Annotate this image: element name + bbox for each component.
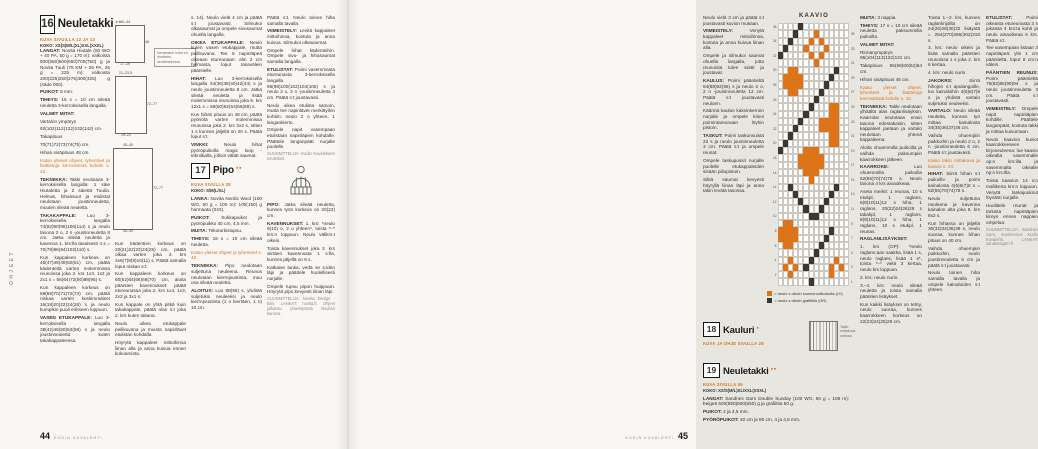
chart-row-number: [767, 162, 778, 169]
chart-row-number: 6: [774, 243, 777, 248]
right-column-4: [928, 15, 980, 295]
chart-row-number: [849, 96, 860, 103]
paragraph: Toista kavennukset joka 2. krs siirtäen kavennusta 1 s:lla, kunnes jäljellä on 8 s.: [267, 245, 335, 262]
paragraph: Takapituus 56(58)60(62)64 cm.: [860, 63, 922, 74]
instructions-list: [860, 15, 922, 324]
paragraph: Kun kappaleen korkeus on 46(47)48(49)50(51) cm, päätä kädenteitä varten molemmissa reunoissa joka 2. krs 1x3, 1x2 ja 2x1 s = 56(64)72(80)88(96) s.: [40, 254, 110, 283]
instruction-block: VALMIIT MITAT:: [860, 41, 895, 47]
paragraph: Katso takin mittakuva ja kaavio s. 43.: [928, 157, 980, 169]
paragraph: Katso yleiset ohjeet, lyhenteet ja lisätietoja kerrostöistä kohdin s. 42.: [860, 84, 922, 101]
size-info: KOKO: XS/S(M/L)XL/XXL(XXXL): [703, 387, 767, 393]
instructions-list: [267, 15, 335, 162]
instruction-block: HIHAT: Luo 3-kerroksisella langalla 34(36)38(40)42(44) s ja neulo joustinneuletta 8 cm. Jatka sileää neuletta ja lisää molemmissa reunoissa joka 6. krs 12x1 s = 58(60)62(64)66(68) s.: [191, 75, 262, 109]
chart-row-number: 28: [772, 83, 777, 88]
paragraph: Neulo oikea etulista samoin, mutta tee napinlävet merkittyihin kohtiin: neulo 2 o yhteen, 1 langankierto.: [267, 102, 335, 125]
chart-row-number: 35: [850, 31, 855, 36]
measurement-label: 19–21: [121, 133, 131, 137]
paragraph: 3.–4. krs: neulo sileää neuletta ja toista samalla pääntien lisäykset.: [860, 282, 922, 299]
paragraph: 3. krs: neulo oikein ja lisää samalla pääntien reunoissa 1 s joka 2. krs 6 kertaa.: [928, 45, 980, 68]
chart-row-number: 22: [772, 126, 777, 131]
chart-row-number: [849, 257, 860, 264]
chart-row-number: [767, 45, 778, 52]
chart-row-number: [849, 213, 860, 220]
instructions-list: [928, 15, 980, 293]
left-page-footer: [40, 431, 103, 441]
paragraph: Ompele hihat kädenteihin. Ompele sivu- ja hihasaumat samalla langalla.: [267, 47, 335, 64]
instruction-block: VIIMEISTELY: Venytä kappaleet mittoihinsa, kostuta ja anna kuivua liinan alla.: [703, 28, 764, 51]
instruction-block: KAULUS: Poimi pääntieltä 84(88)92(96) s ja neulo 2 o, 2 n -joustinneuletta 12 cm. Päätä s:t joustavasti neuloen.: [703, 77, 764, 106]
chart-row-number: 9: [850, 221, 853, 226]
size-info: KOKO: XS(S)M/L(XL)XXL(XXXL): [40, 42, 104, 48]
photo-page-reference: KUVA SIVULLA 55: [703, 381, 743, 387]
sleeve-schematic: [115, 25, 145, 63]
paragraph: Katso yleiset ohjeet, lyhenteet ja lisätietoja kerrostöistä kohdin s. 42.: [40, 157, 110, 174]
measurement-label: 45–49: [123, 229, 133, 233]
paragraph: SUUNNITTELIJA: Sandnes Garn, suomennos Kodin Kuvalehti. LANKAT: sandnesgarn.fi: [986, 226, 1038, 247]
difficulty-dots: ●●: [770, 366, 777, 371]
photo-page-reference: KUVA SIVULLA 28: [191, 181, 231, 187]
instruction-block: LANKA: Novita Nordic Wool (100 WO, 50 g = 100 m): 100(150) g harmaata (043).: [191, 195, 262, 213]
paragraph: 1. krs (OP): *neulo raglans:aan saakka, lisää 1 s, neulo raglans, lisää 1 s*, toista *–* vielä 3 kertaa, neulo krs loppuun.: [860, 244, 922, 272]
paragraph: Kun kädentien korkeus on 20(21)22(23)24(25) cm, päätä olkaa varten joka 2. krs 3x6(7)8(9)10(11) s. Päätä samalla loput niskan s:t.: [115, 241, 186, 269]
instruction-block: VIIMEISTELY: Levitä kappaleet mittoihinsa, kostuta ja anna kuivua. Silmukoi olkasaumat.: [267, 28, 335, 45]
instruction-block: HIHAT: Siirrä hihan s:t puikoille ja poimi kainalosta 4(5)6(7)8 s = 62(66)70(74)78 s.: [928, 171, 980, 194]
pattern-number-box: 16: [40, 15, 55, 34]
instruction-block: TIHEYS: 16 s = 10 cm sileää neuletta 3-kerroksisella langalla.: [40, 97, 110, 108]
legend-label: = neulo s oikein grafiitilla (GR): [774, 298, 827, 304]
chart-row-number: 10: [772, 214, 777, 219]
instruction-block: VARTALO: Neulo sileää neuletta, kunnes työ mittaa kainalosta 34(35)36(37)38 cm.: [928, 108, 980, 131]
chart-row-number: 4: [774, 258, 777, 263]
legend-row: [767, 298, 861, 303]
paragraph: SUUNNITTELIJA: Kodin Kuvalehden neuletiimi.: [267, 151, 335, 162]
paragraph: Ompele tupsu pipon huippuun. Höyrytä pipo kevyesti liinan läpi.: [267, 283, 335, 295]
chart-row-number: [849, 184, 860, 191]
instruction-block: PIPO: Jatka sileää neuletta, kunnes työn korkeus on 20(22) cm.: [267, 201, 335, 218]
instructions-list: [191, 196, 262, 311]
paragraph: Takapituus: [40, 134, 63, 140]
rib-swatch-icon: [809, 321, 838, 351]
schematic-note: Neuletakin mitat on ilmoitettu senttimetreinä.: [154, 48, 196, 67]
instruction-block: OIKEA ETUKAPPALE: Neulo kuten vasen etukappale, mutta peilikuvana. Tee 5 napinläpeä oikeaan etureunaan: alin 2 cm helmasta, loput tasavälein pääntielle.: [191, 39, 262, 73]
chart-row-number: [849, 227, 860, 234]
instruction-block: PYÖRÖPUIKOT: 40 cm ja 80 cm, 4 ja 4,5 mm.: [703, 416, 801, 422]
pattern-18-header: [703, 320, 863, 358]
paragraph: Ompele taskupussit nurjalle puolelle etukappaleiden sisään piilopistoin.: [703, 157, 764, 175]
paragraph: s. 14). Neulo vielä 4 cm ja päätä s:t joustavasti. Silmukoi olkasaumat ja ompele sivusaumat ohuella langalla.: [191, 15, 262, 37]
chart-row-number: 21: [850, 134, 855, 139]
left-column-1: [40, 15, 122, 346]
paragraph: Ompele ja silmukoi saumat ohuella langalla, jotta reunoista tulee siistit ja joustavat.: [703, 53, 764, 76]
knitting-chart-grid: [767, 23, 861, 286]
chart-row-number: 15: [850, 177, 855, 182]
chart-row-number: 1: [850, 280, 853, 285]
photo-page-reference: KUVA JA OHJE SIVULLA 28: [703, 340, 764, 346]
paragraph: Kun kaikki lisäykset on tehty, neulo suoraa, kunnes kaarrokkeen korkeus on 22(23)24(25)26 cm.: [860, 301, 922, 324]
instruction-block: TAKAKAPPALE: Luo 3-kerroksisella langalla 74(82)90(98)106(114) s ja neulo tasona 2 o, 2 n -joustinneuletta 8 cm. Jatka sileää neuletta ja kavenna 1. krs:lla tasaisesti 4 s = 70(78)86(94)102(110) s.: [40, 212, 110, 252]
pattern-title: Neuletakki: [723, 366, 769, 377]
paragraph: Päätä s:t. Neulo toinen hiha samalla tavalla.: [267, 15, 335, 26]
instruction-block: VIIMEISTELY: Ompele napit napinläpien kohdille. Päättele langanpäät, kostuta takki ja mittaa kuivumaan.: [986, 106, 1038, 134]
back-schematic: [113, 148, 153, 230]
chart-row-number: [767, 176, 778, 183]
instructions-list: [703, 396, 849, 423]
paragraph: Neulo suljettuna neuleena ja kavenna kainalon alta joka 8. krs 8x2 s.: [928, 196, 980, 218]
paragraph: Ompele napit vasempaan etulistaan napinläpien kohdalle. Päättele langanpäät nurjalle puolelle.: [267, 127, 335, 150]
chart-row-number: [767, 235, 778, 242]
pattern-16-title-row: [40, 15, 122, 34]
chart-row-number: [849, 125, 860, 132]
chart-row-number: 31: [850, 61, 855, 66]
chart-row-number: [767, 278, 778, 285]
paragraph: Hihan sisäpituus 48 cm.: [40, 149, 90, 155]
pattern-title: Pipo: [213, 165, 234, 177]
chart-title: KAAVIO: [798, 13, 830, 19]
measurement-label: 72–77: [147, 102, 157, 106]
paragraph: Kun hihan pituus on 48 cm, päätä pyöriötä varten molemmissa reunoissa joka 2. krs 2x2 s, sitten 1 s kunnes jäljellä on 20 s. Päätä loput s:t.: [191, 111, 262, 140]
instruction-block: PUIKOT: 4 ja 4,5 mm.: [703, 409, 749, 415]
chart-row-number: [767, 147, 778, 154]
chart-row-number: [849, 38, 860, 45]
right-page-footer: [625, 431, 688, 441]
instruction-block: PUIKOT: 5 mm.: [40, 89, 74, 95]
paragraph: Kun kappaleen korkeus on 60(62)64(66)68(70) cm, aloita pääntien kavennukset: päätä etureunassa joka 2. krs 1x4, 1x3, 2x2 ja 3x1 s.: [115, 271, 186, 299]
measurement-label: 45–49: [123, 143, 133, 147]
chart-row-number: [849, 154, 860, 161]
paragraph: Toista kaavion 14 s:n mallikerta krs:n loppuun. Venytä lankajuoksut löysästi nurjalle.: [986, 178, 1038, 201]
instruction-block: LANGAT: Sandnes Garn Double Sunday (100 WO, 50 g = 108 m): beigeä 500(550)600(650) g ja grafiittia 50 g.: [703, 395, 849, 407]
instruction-block: TEKNIIKKA: Takki neulotaan 3-kerroksisella langalla: 1 säie Hiutaletta ja 2 säiettä Tuulia. Helmat, hihansuut ja etulistat neulotaan joustinneuletta, muuten sileää neuletta.: [40, 176, 110, 210]
chart-row-number: [767, 132, 778, 139]
chart-row-number: 32: [772, 53, 777, 58]
paragraph: Tee vasempaan listaan 3 napinläpeä: ylin 1 cm pääntieltä, loput 8 cm:n välein.: [986, 45, 1038, 68]
paragraph: 4. krs: neulo nurin.: [928, 70, 967, 76]
instructions-list: [267, 202, 335, 317]
chart-row-number: [849, 271, 860, 278]
right-column-1: [703, 15, 764, 196]
page-number: 44: [40, 431, 51, 441]
chart-row-number: 20: [772, 141, 777, 146]
paragraph: Hihan sisäpituus 46 cm.: [860, 76, 910, 82]
chart-row-number: 36: [772, 24, 777, 29]
chart-legend: [767, 291, 861, 304]
paragraph: Toista 1.–2. krs, kunnes raglanlinjoilla on 24(26)28(30)32 lisäystä = 254(270)286(302)318 s.: [928, 15, 980, 43]
chart-row-number: 5: [850, 250, 853, 255]
chart-row-number: 13: [850, 192, 855, 197]
instruction-block: ETULISTAT: Poimi oikeasta etureunasta 3 s jokaista 4 krs:ta kohti ja neulo ainaoikeaa 6 krs. Päätä s:t.: [986, 15, 1038, 43]
chart-row-number: 11: [850, 207, 855, 212]
beanie-illustration: [267, 165, 335, 199]
instruction-block: TEKNIIKKA: Pipo neulotaan suljettuna neuleena. Reunus neulotaan kierrejoustinta, muu osa sileää neuletta.: [191, 263, 263, 286]
chart-row-number: 12: [772, 199, 777, 204]
paragraph: Neulo vielä 3 cm ja päätä s:t joustavasti kuvion mukaan.: [703, 15, 764, 26]
paragraph: Käännä kaulus kaksinkerroin nurjalle ja ompele kiinni poimintareunaan löyhin pistoin.: [703, 108, 764, 131]
paragraph: Katso yleiset ohjeet ja lyhenteet s. 42.: [191, 249, 262, 261]
chart-row-number: [767, 205, 778, 212]
pattern-19-title-row: [703, 361, 849, 379]
chart-row-number: [767, 30, 778, 37]
page-number: 45: [677, 431, 688, 441]
instruction-block: MUITA: 3 nappia.: [860, 15, 897, 20]
chart-row-number: [767, 220, 778, 227]
legend-row: [767, 291, 861, 296]
instruction-block: KAARROKE: Luo ohuemmilla puikoilla 62(66)70(74)78 s. Neulo tasona 4 krs ainaoikeaa.: [860, 164, 922, 187]
chart-row-number: 3: [850, 265, 853, 270]
instruction-block: KAVENNUKSET: 1. krs: *neulo 9(10) o, 2 o yhteen*, toista *–* krs:n loppuun. Neulo välikrs:t oikein.: [267, 220, 335, 243]
paragraph: Kun hihassa on jäljellä 30(32)34(36)38 s, neulo suoraa, kunnes hihan pituus on 40 cm.: [928, 220, 980, 243]
paragraph: Kun kappale on yhtä pitkä kuin takakappale, päätä olan s:t joka 2. krs kuten takana.: [115, 301, 186, 319]
measurement-label: 48: [145, 40, 149, 44]
chart-row-number: 17: [850, 163, 855, 168]
paragraph: Aseta merkit: 1 reunas, 10 s etukpl, 1 raglans, 8(9)10(11)12 s hiha, 1 raglans, 20(22)24(26)28 s takakpl, 1 raglans, 8(9)10(11)12 s hiha, 1 raglans, 10 s etukpl, 1 reunas.: [860, 189, 922, 234]
beanie-icon: [288, 165, 314, 197]
chart-row-number: 33: [850, 46, 855, 51]
left-page: [0, 0, 348, 449]
chart-row-number: [767, 249, 778, 256]
instructions-list: [191, 15, 262, 159]
paragraph: Vaihda ohuempiin puikkoihin ja neulo 2 o, 2 n -joustinneuletta 6 cm. Päätä s:t joustavasti.: [928, 133, 980, 156]
instruction-block: TASKUT: Poimi taskunsuista 22 s ja neulo joustinneuletta 3 cm. Päätä s:t ja ompele reunat.: [703, 133, 764, 156]
magazine-name: KODIN KUVALEHTI: [625, 436, 674, 440]
schematics-group: [110, 20, 194, 238]
chart-row-number: 18: [772, 155, 777, 160]
instruction-block: VASEN ETUKAPPALE: Luo 3-kerroksisella langalla 38(42)46(50)54(58) s ja neulo joustinneuletta kuten takakappaleessa.: [40, 315, 110, 343]
right-column-3: [860, 15, 922, 326]
chart-row-number: 24: [772, 112, 777, 117]
instructions-list: [703, 15, 764, 194]
left-column-4: [267, 15, 335, 319]
chart-row-number: [767, 103, 778, 110]
legend-label: = neulo s oikein luonnonvalkoisella (LV): [774, 290, 843, 296]
magazine-name: KODIN KUVALEHTI: [54, 436, 103, 440]
pattern-number-box: 17: [191, 163, 210, 179]
left-column-3: [191, 15, 262, 313]
photo-page-reference: KUVA SIVUILLA 12 JA 13: [40, 36, 95, 42]
chart-row-number: [767, 118, 778, 125]
chart-row-number: 16: [772, 170, 777, 175]
instructions-list: [986, 15, 1038, 247]
paragraph: Huolittele reunat ja tarkista napinläpien kireys ennen nappien ompelua.: [986, 202, 1038, 225]
paragraph: Rinnanympärys 95(104)113(122)131 cm.: [860, 49, 912, 61]
chart-row-number: [767, 59, 778, 66]
legend-swatch-contrast-color: [767, 298, 772, 303]
difficulty-dots: ●: [756, 325, 760, 330]
chart-row-number: [767, 191, 778, 198]
instruction-block: TIHEYS: 19 s = 10 cm sileää neuletta.: [191, 236, 262, 247]
chart-row-number: [849, 198, 860, 205]
chart-row-number: 27: [850, 90, 855, 95]
chart-row-number: [849, 242, 860, 249]
legend-swatch-main-color: [767, 291, 772, 296]
chart-row-number: [767, 89, 778, 96]
chart-row-number: 2: [774, 272, 777, 277]
chart-row-number: 26: [772, 97, 777, 102]
paragraph: Vartalon ympärys: [40, 118, 77, 124]
instruction-block: RAGLANLISÄYKSET:: [860, 236, 908, 242]
right-page: [348, 0, 1038, 449]
chart-row-number: [849, 111, 860, 118]
pattern-number-box: 19: [703, 363, 720, 378]
paragraph: Aloita ohuemmilla puikoilla ja vaihda paksumpiin kaarrokkeen jälkeen.: [860, 145, 922, 162]
chart-row-number: [849, 67, 860, 74]
chart-row-number: [767, 264, 778, 271]
paragraph: Neulo kaavion kuviot kaarrokkeeseen kirjoneuleena: lue kaavio oikealta vasemmalle op:n krs:illa ja vasemmalta oikealle np:n krs:illa.: [986, 136, 1038, 176]
chart-row-number: 8: [774, 228, 777, 233]
instructions-list: [115, 241, 186, 357]
paragraph: Silitä saumat kevyesti höyryllä liinan läpi ja anna takin levätä tasossa.: [703, 176, 764, 194]
rib-swatch-caption: Takin mittakuva ohessa.: [840, 325, 856, 338]
measurement-label: 21–23,5: [119, 71, 132, 75]
paragraph: Katkaise lanka, vedä se s:iden läpi ja päättele huolellisesti nurjalle.: [267, 264, 335, 281]
chart-row-number: [849, 81, 860, 88]
instructions-list: [40, 48, 110, 344]
difficulty-dots: ●●: [235, 165, 243, 171]
paragraph: Neulo toinen hiha samalla tavalla ja ompele kainaloiden s:t yhteen.: [928, 270, 980, 293]
right-column-5: [986, 15, 1038, 250]
instruction-block: JAKOKRS: Siirrä hihojen s:t apulangoille, luo kainaloihin 4(5)6(7)8 s ja yhdistä vartalo suljetuksi neuleeksi.: [928, 77, 980, 106]
left-column-2: [115, 241, 186, 359]
chart-row-number: 19: [850, 148, 855, 153]
paragraph: 70(71)72(73)74(75) cm.: [40, 142, 90, 148]
pattern-title: Kauluri: [723, 325, 755, 336]
paragraph: 92(102)112(122)132(142) cm.: [40, 126, 103, 132]
chart-row-number: 7: [850, 236, 853, 241]
edge-section-label: OHJEET: [9, 250, 15, 286]
pattern-18-title-row: [703, 320, 863, 338]
paragraph: Höyrytä kappaleet mittoihinsa liinan alla ja anna kuivua ennen kokoamista.: [115, 340, 186, 357]
chart-row-number: 23: [850, 119, 855, 124]
difficulty-dots: ●●: [115, 18, 122, 24]
chart-row-number: [849, 140, 860, 147]
measurement-label: 17–19: [120, 62, 130, 66]
chart-row-number: [849, 169, 860, 176]
paragraph: 2. krs: neulo nurin.: [860, 274, 899, 280]
instruction-block: ETULISTAT: Poimi vasemmasta etureunasta 3-kerroksisella langalla 96(98)100(102)104(106) s ja neulo 2 o, 2 n -joustinneuletta 3 cm. Päätä s:t joustavasti.: [267, 66, 335, 100]
paragraph: SUUNNITTELIJA: Novita Design -tiimi. LANKAT: novita.fi. Ohjeet julkaistu yhteistyössä Novitan kanssa.: [267, 296, 335, 316]
instruction-block: TIHEYS: 17 s = 10 cm sileää neuletta paksummilla puikoilla.: [860, 22, 922, 40]
instruction-block: TEKNIIKKA: Takki neulotaan ylhäältä alas raglanlisäyksin. Kaarroke neulotaan ensin tasona edestakaisin, sitten kappaleet jaetaan ja vartalo neulotaan yhtenä kappaleena.: [860, 103, 922, 143]
chart-row-number: 14: [772, 185, 777, 190]
size-info: KOKO: S/M(L/XL): [191, 187, 226, 193]
pattern-number-box: 18: [703, 322, 720, 337]
instruction-block: PÄÄNTIEN REUNUS: Poimi pääntieltä 78(82)86(90)94 s ja neulo joustinneuletta 3 cm. Päätä s:t joustavasti.: [986, 70, 1038, 104]
chart-row-number: [849, 23, 860, 30]
paragraph: Kun kappaleen korkeus on 68(69)70(71)72(73) cm, päätä niskaa varten keskimmäiset 16(18)20(22)24(26) s ja neulo kumpikin puoli erikseen loppuun.: [40, 284, 110, 313]
measurement-label: 40–44: [120, 20, 130, 24]
paragraph: Neulo oikea etukappale peilikuvana ja muista napinlävet etulistan kohdalla.: [115, 320, 186, 338]
instruction-block: MUITA: Tekoturkistupsu.: [191, 228, 243, 234]
chart-row-number: 30: [772, 68, 777, 73]
chart-row-number: [849, 52, 860, 59]
pattern-title: Neuletakki: [57, 17, 114, 30]
instruction-block: PUIKOT: Sukkapuikot ja pyöröpuikko 40 cm, 4,5 mm.: [191, 214, 262, 226]
chart-section: [767, 13, 861, 306]
chart-row-number: [767, 74, 778, 81]
pattern-19-header: [703, 361, 849, 425]
chart-row-number: 34: [772, 39, 777, 44]
measurement-label: 72–77: [153, 186, 163, 190]
paragraph: Vaihda ohuempiin puikkoihin, neulo joustinneuletta 6 cm ja päätä s:t joustavasti.: [928, 245, 980, 268]
chart-row-number: 25: [850, 104, 855, 109]
instruction-block: LANGAT: Novita Hiutale (60 WO + 40 PA, 50 g = 170 m): valkoista 500(550)600(650)700(750) g ja Novita Tuuli (75 KM + 25 PA, 25 g = 225 m): valkoista 200(225)250(275)300(325) g (säde 000).: [40, 47, 110, 87]
instruction-block: VINKKI: Neulo hihat pyöröpuikolla magic loop -tekniikalla, jolloin vältät saumat.: [191, 142, 262, 159]
front-schematic: [115, 76, 147, 134]
chart-row-number: 29: [850, 75, 855, 80]
pattern-17-header: [191, 163, 262, 193]
pattern-16-header: [40, 15, 122, 48]
instruction-block: VALMIIT MITAT:: [40, 110, 75, 116]
pattern-17-title-row: [191, 163, 262, 179]
instruction-block: ALOITUS: Luo 88(96) s, yhdistä suljetuksi neuleeksi ja neulo kierrejoustinta (1 o kiertäen, 1 n) 10 cm.: [191, 287, 263, 310]
